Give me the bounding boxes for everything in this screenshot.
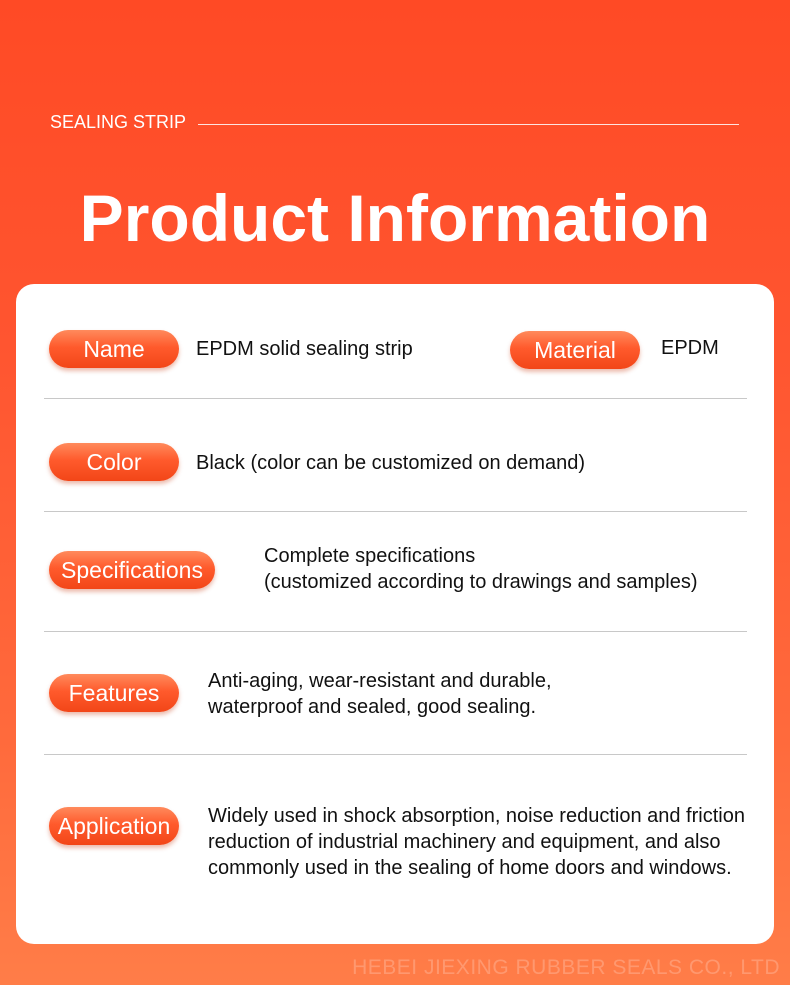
color-value: Black (color can be customized on demand): [196, 452, 586, 474]
application-line: Widely used in shock absorption, noise reduction and friction: [208, 805, 745, 827]
name-value: EPDM solid sealing strip: [196, 338, 413, 360]
kicker-divider: [198, 124, 739, 125]
name-label-pill: Name: [49, 330, 179, 368]
features-line: waterproof and sealed, good sealing.: [208, 696, 537, 718]
color-label-pill: Color: [49, 443, 179, 481]
specifications-line: Complete specifications: [264, 545, 476, 567]
features-line: Anti-aging, wear-resistant and durable,: [208, 670, 552, 692]
company-watermark: HEBEI JIEXING RUBBER SEALS CO., LTD: [352, 956, 780, 979]
section-kicker: SEALING STRIP: [50, 112, 187, 132]
material-value: EPDM: [661, 337, 719, 359]
info-card: [16, 284, 774, 944]
material-label-pill: Material: [510, 331, 640, 369]
specifications-line: (customized according to drawings and samples): [264, 571, 698, 593]
application-line: reduction of industrial machinery and equipment, and also: [208, 831, 721, 853]
row-divider: [44, 511, 747, 512]
application-line: commonly used in the sealing of home doors and windows.: [208, 857, 732, 879]
row-divider: [44, 398, 747, 399]
row-divider: [44, 631, 747, 632]
specifications-label-pill: Specifications: [49, 551, 215, 589]
row-divider: [44, 754, 747, 755]
features-label-pill: Features: [49, 674, 179, 712]
page-title: Product Information: [79, 181, 711, 255]
application-label-pill: Application: [49, 807, 179, 845]
